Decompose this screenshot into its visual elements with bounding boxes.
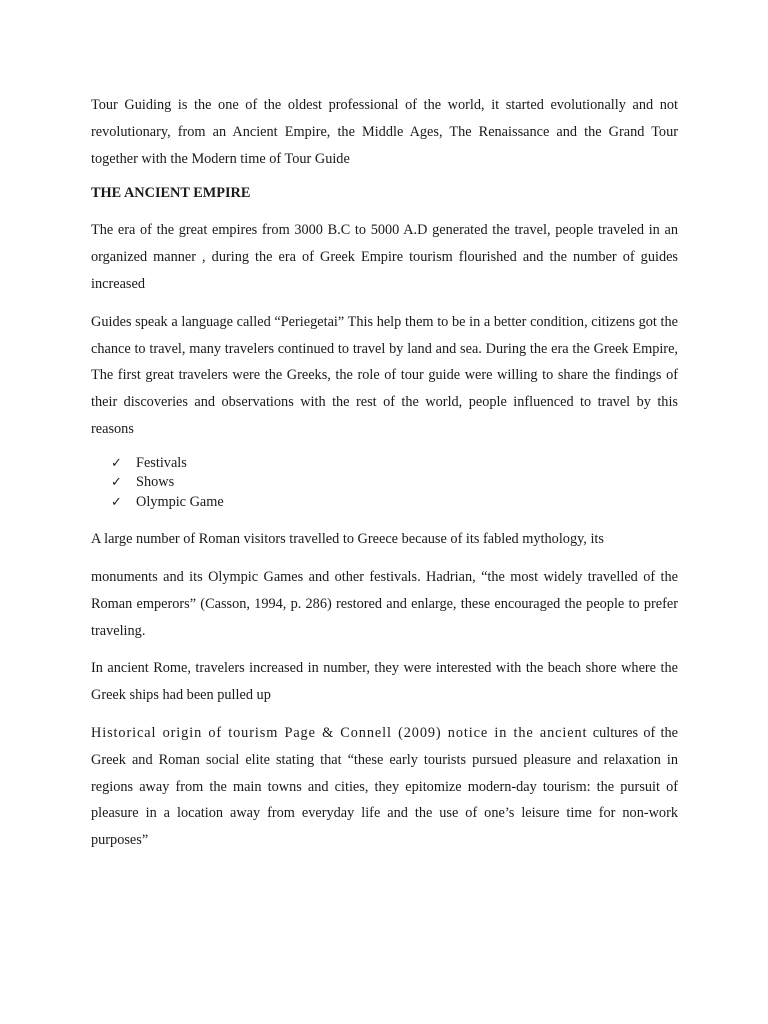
list-item bbox=[111, 473, 678, 493]
list-item-label: Olympic Game bbox=[136, 493, 224, 510]
list-item-label: Shows bbox=[136, 474, 175, 491]
reasons-list bbox=[91, 454, 678, 513]
list-item-label: Festivals bbox=[136, 454, 187, 471]
ancient-rome-paragraph: In ancient Rome, travelers increased in number, they were interested with the beach shore where the Greek ships had been pulled up bbox=[91, 660, 678, 704]
checkmark-icon: ✓ bbox=[111, 494, 122, 510]
historical-origin-lead: Historical origin of tourism Page & Connell (2009) notice in the ancient bbox=[91, 725, 588, 742]
list-item bbox=[111, 454, 678, 474]
guides-paragraph: Guides speak a language called “Periegetai” This help them to be in a better condition, citizens got the chance to travel, many travelers continued to travel by land and sea. During the era the Greek Empire, The first great travelers were the Greeks, the role of tour guide were willing to share the findings of their discoveries and observations with the rest of the world, people influenced to travel by this reasons bbox=[91, 313, 678, 437]
checkmark-icon: ✓ bbox=[111, 455, 122, 471]
document-page bbox=[91, 92, 678, 854]
roman-visitors-paragraph: A large number of Roman visitors travelled to Greece because of its fabled mythology, its bbox=[91, 531, 604, 548]
list-item bbox=[111, 493, 678, 513]
historical-origin-paragraph bbox=[91, 720, 678, 854]
historical-origin-rest: cultures of the Greek and Roman social elite stating that “these early tourists pursued pleasure and relaxation in regions away from the main towns and cities, they epitomize modern-day tourism: the pursuit of pleasure in a location away from everyday life and the use of one’s leisure time for non-work purposes” bbox=[91, 725, 678, 849]
section-heading: THE ANCIENT EMPIRE bbox=[91, 185, 251, 202]
intro-paragraph: Tour Guiding is the one of the oldest professional of the world, it started evolutionally and not revolutionary, from an Ancient Empire, the Middle Ages, The Renaissance and the Grand Tour together with the Modern time of Tour Guide bbox=[91, 97, 678, 167]
checkmark-icon: ✓ bbox=[111, 475, 122, 491]
era-paragraph: The era of the great empires from 3000 B.C to 5000 A.D generated the travel, people traveled in an organized manner , during the era of Greek Empire tourism flourished and the number of guides increased bbox=[91, 222, 678, 292]
monuments-paragraph: monuments and its Olympic Games and other festivals. Hadrian, “the most widely travelled of the Roman emperors” (Casson, 1994, p. 286) restored and enlarge, these encouraged the people to prefer traveling. bbox=[91, 569, 678, 639]
